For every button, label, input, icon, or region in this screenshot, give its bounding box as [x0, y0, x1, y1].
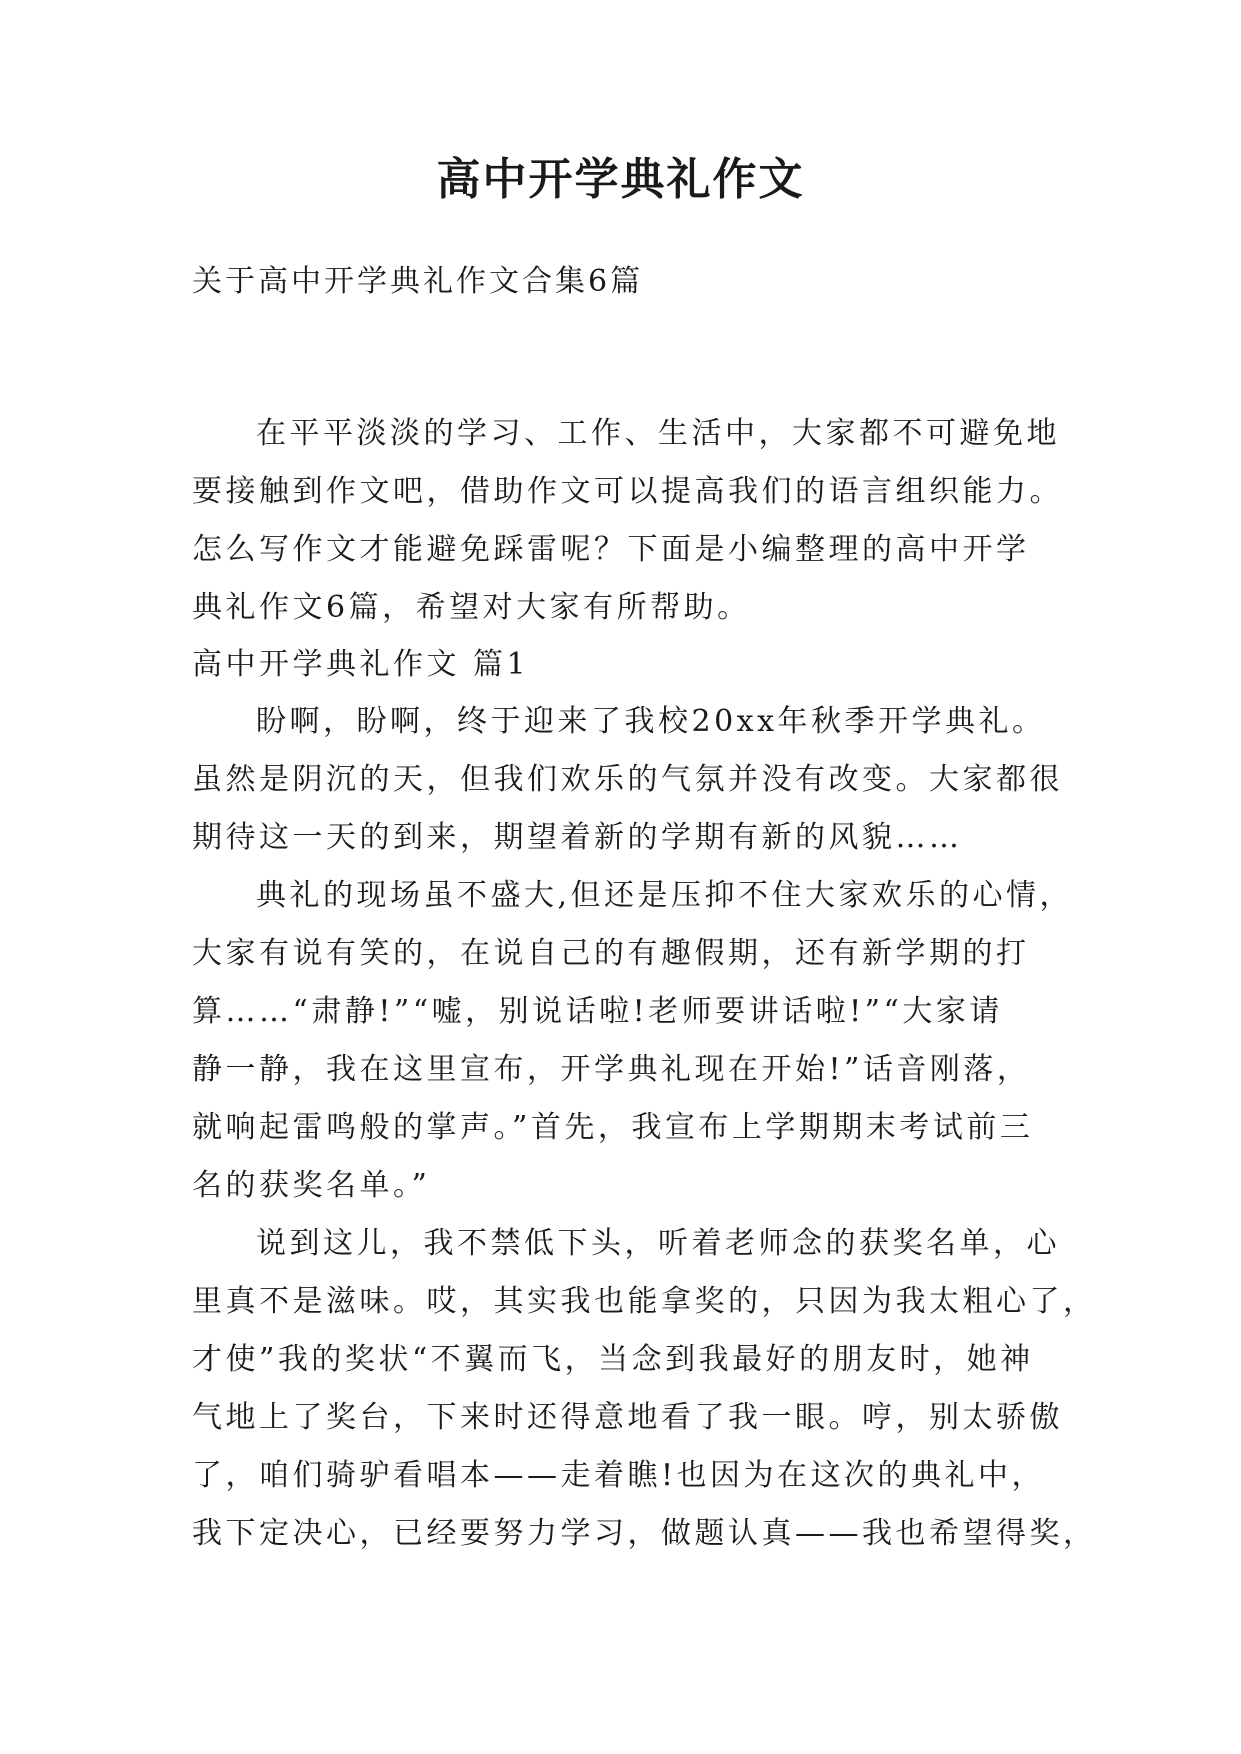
paragraph-line: 期待这一天的到来，期望着新的学期有新的风貌…… — [192, 820, 963, 855]
paragraph-line: 典礼的现场虽不盛大,但还是压抑不住大家欢乐的心情， — [256, 878, 1074, 913]
paragraph-line: 里真不是滋味。哎，其实我也能拿奖的，只因为我太粗心了， — [192, 1284, 1097, 1319]
document-title: 高中开学典礼作文 — [436, 154, 805, 205]
paragraph-line: 才使”我的奖状“不翼而飞，当念到我最好的朋友时，她神 — [192, 1342, 1034, 1377]
paragraph-line: 了，咱们骑驴看唱本——走着瞧!也因为在这次的典礼中， — [192, 1458, 1046, 1493]
intro-line: 要接触到作文吧，借助作文可以提高我们的语言组织能力。 — [192, 474, 1063, 509]
section-heading: 高中开学典礼作文 篇1 — [192, 647, 530, 682]
paragraph-line: 说到这儿，我不禁低下头，听着老师念的获奖名单，心 — [256, 1226, 1060, 1261]
intro-line: 典礼作文6篇，希望对大家有所帮助。 — [192, 590, 751, 625]
paragraph-line: 名的获奖名单。” — [192, 1168, 431, 1203]
paragraph-line: 算……“肃静!”“嘘，别说话啦!老师要讲话啦!”“大家请 — [192, 994, 1003, 1029]
document-body — [192, 405, 1097, 1563]
paragraph-line: 盼啊，盼啊，终于迎来了我校20xx年秋季开学典礼。 — [256, 704, 1046, 739]
document-subtitle: 关于高中开学典礼作文合集6篇 — [192, 264, 644, 299]
intro-line: 怎么写作文才能避免踩雷呢？下面是小编整理的高中开学 — [192, 532, 1030, 567]
paragraph-line: 虽然是阴沉的天，但我们欢乐的气氛并没有改变。大家都很 — [192, 762, 1063, 797]
paragraph-line: 就响起雷鸣般的掌声。”首先，我宣布上学期期末考试前三 — [192, 1110, 1034, 1145]
paragraph-line: 气地上了奖台，下来时还得意地看了我一眼。哼，别太骄傲 — [192, 1400, 1063, 1435]
paragraph-line: 我下定决心，已经要努力学习，做题认真——我也希望得奖， — [192, 1516, 1097, 1551]
paragraph-line: 大家有说有笑的，在说自己的有趣假期，还有新学期的打 — [192, 936, 1030, 971]
intro-line: 在平平淡淡的学习、工作、生活中，大家都不可避免地 — [256, 416, 1060, 451]
paragraph-line: 静一静，我在这里宣布，开学典礼现在开始!”话音刚落， — [192, 1052, 1031, 1087]
